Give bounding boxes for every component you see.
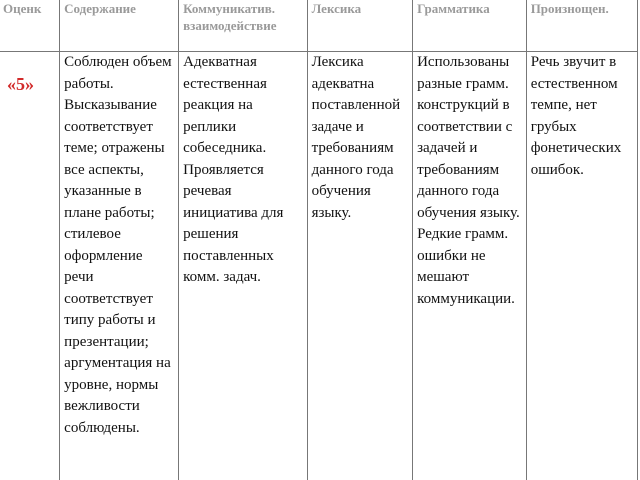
lexis-text: Лексика адекватна поставленной задаче и требованиям данного года обучения языку. [311,54,401,221]
grammar-text: Использованы разные грамм. конструкций в соответствии с задачей и требованиям данного года обучения языку. Редкие грамм. ошибки не мешают коммуникации. [417,54,520,307]
header-communication [179,0,307,52]
header-content-label: Содержание [64,1,136,16]
pronunciation-text: Речь звучит в естественном темпе, нет грубых фонетических ошибок. [530,54,622,178]
lexis-cell [307,52,413,480]
grade-cell [0,52,60,480]
header-pronunciation-label: Произнощен. [530,1,609,16]
header-lexis [307,0,413,52]
header-pronunciation [526,0,637,52]
pronunciation-cell [526,52,637,480]
content-cell [60,52,179,480]
header-grammar [413,0,527,52]
header-grade [0,0,60,52]
grade-row [0,52,638,480]
header-grade-label: Оценк [3,1,42,16]
communication-cell [179,52,307,480]
header-communication-label: Коммуникатив. взаимодействие [183,1,277,33]
header-row [0,0,638,52]
grammar-cell [413,52,527,480]
grade-value: «5» [7,74,34,94]
header-lexis-label: Лексика [311,1,362,16]
communication-text: Адекватная естественная реакция на реплики собеседника. Проявляется речевая инициатива для решения поставленных комм. задач. [183,54,284,285]
content-text: Соблюден объем работы. Высказывание соответствует теме; отражены все аспекты, указанные в плане работы; стилевое оформление речи соответствует типу работы и презентации; аргументация на уровне, нормы вежливости соблюдены. [64,54,172,436]
header-grammar-label: Грамматика [417,1,490,16]
header-content [60,0,179,52]
